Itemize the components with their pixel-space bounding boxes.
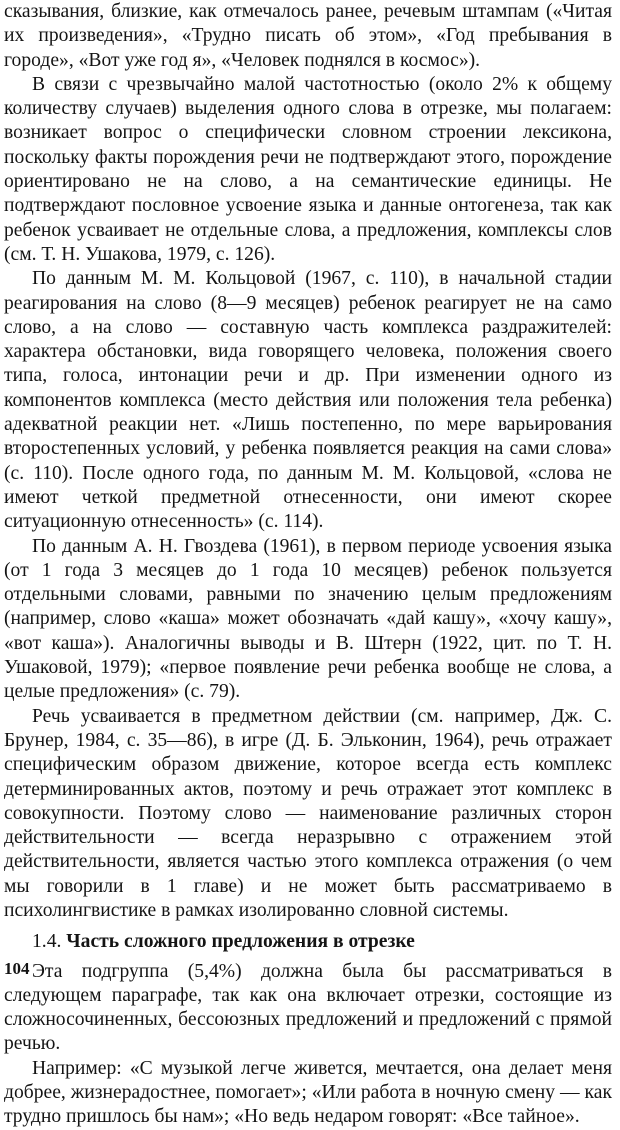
paragraph-speech-action: Речь усваивается в предметном действии (см. например, Дж. С. Брунер, 1984, с. 35—86), в игре (Д. Б. Эльконин, 1964), речь отражает специфическим образом движение, которое всегда есть комплекс детерминированных актов, поэтому и речь отражает этот комплекс в совокупности. Поэтому слово — наименование различных сторон действительности — всегда неразрывно с отражением этой действительности, является частью этого комплекса отражения (о чем мы говорили в 1 главе) и не может быть рассматриваемо в психолингвистике в рамках изолированно словной системы. [4,705,612,921]
paragraph-continuation: сказывания, близкие, как отмечалось ранее, речевым штампам («Читая их произведения», «Трудно писать об этом», «Год пребывания в городе», «Вот уже год я», «Человек поднялся в космос»). [4,1,612,71]
section-number: 1.4. [32,931,62,953]
section-heading [4,930,612,954]
paragraph-examples: Например: «С музыкой легче живется, мечтается, она делает меня добрее, жизнерадостнее, помогает»; «Или работа в ночную смену — как трудно пришлось бы нам»; «Но ведь недаром говорят: «Все тайное». [4,1057,612,1128]
page-number: 104 [4,959,30,978]
paragraph-subgroup: Эта подгруппа (5,4%) должна была бы рассматриваться в следующем параграфе, так как она включает отрезки, состоящие из сложносочиненных, бессоюзных предложений и предложений с прямой речью. [4,960,612,1055]
body-text [4,0,612,1130]
section-title: Часть сложного предложения в отрезке [66,931,415,953]
book-page [4,0,612,1128]
paragraph-frequency: В связи с чрезвычайно малой частотностью (около 2% к общему количеству случаев) выделения одного слова в отрезке, мы полагаем: возникает вопрос о специфически словном строении лексикона, поскольку факты порождения речи не подтверждают этого, порождение ориентировано не на слово, а на семантические единицы. Не подтверждают пословное усвоение языка и данные онтогенеза, так как ребенок усваивает не отдельные слова, а предложения, комплексы слов (см. Т. Н. Ушакова, 1979, с. 126). [4,73,612,265]
paragraph-gvozdev: По данным А. Н. Гвоздева (1961), в первом периоде усвоения языка (от 1 года 3 месяцев до 1 года 10 месяцев) ребенок пользуется отдельными словами, равными по значению целым предложениям (например, слово «каша» может обозначать «дай кашу», «хочу кашу», «вот каша»). Аналогичны выводы и В. Штерн (1922, цит. по Т. Н. Ушаковой, 1979); «первое появление речи ребенка вообще не слова, а целые предложения» (с. 79). [4,535,612,703]
paragraph-koltsova: По данным М. М. Кольцовой (1967, с. 110), в начальной стадии реагирования на слово (8—9 месяцев) ребенок реагирует не на само слово, а на слово — составную часть комплекса раздражителей: характера обстановки, вида говорящего человека, положения своего типа, голоса, интонации речи и др. При изменении одного из компонентов комплекса (место действия или положения тела ребенка) адекватной реакции нет. «Лишь постепенно, по мере варьирования второстепенных условий, у ребенка появляется реакция на сами слова» (с. 110). После одного года, по данным М. М. Кольцовой, «слова не имеют четкой предметной отнесенности, они имеют скорее ситуационную отнесенность» (с. 114). [4,268,612,533]
